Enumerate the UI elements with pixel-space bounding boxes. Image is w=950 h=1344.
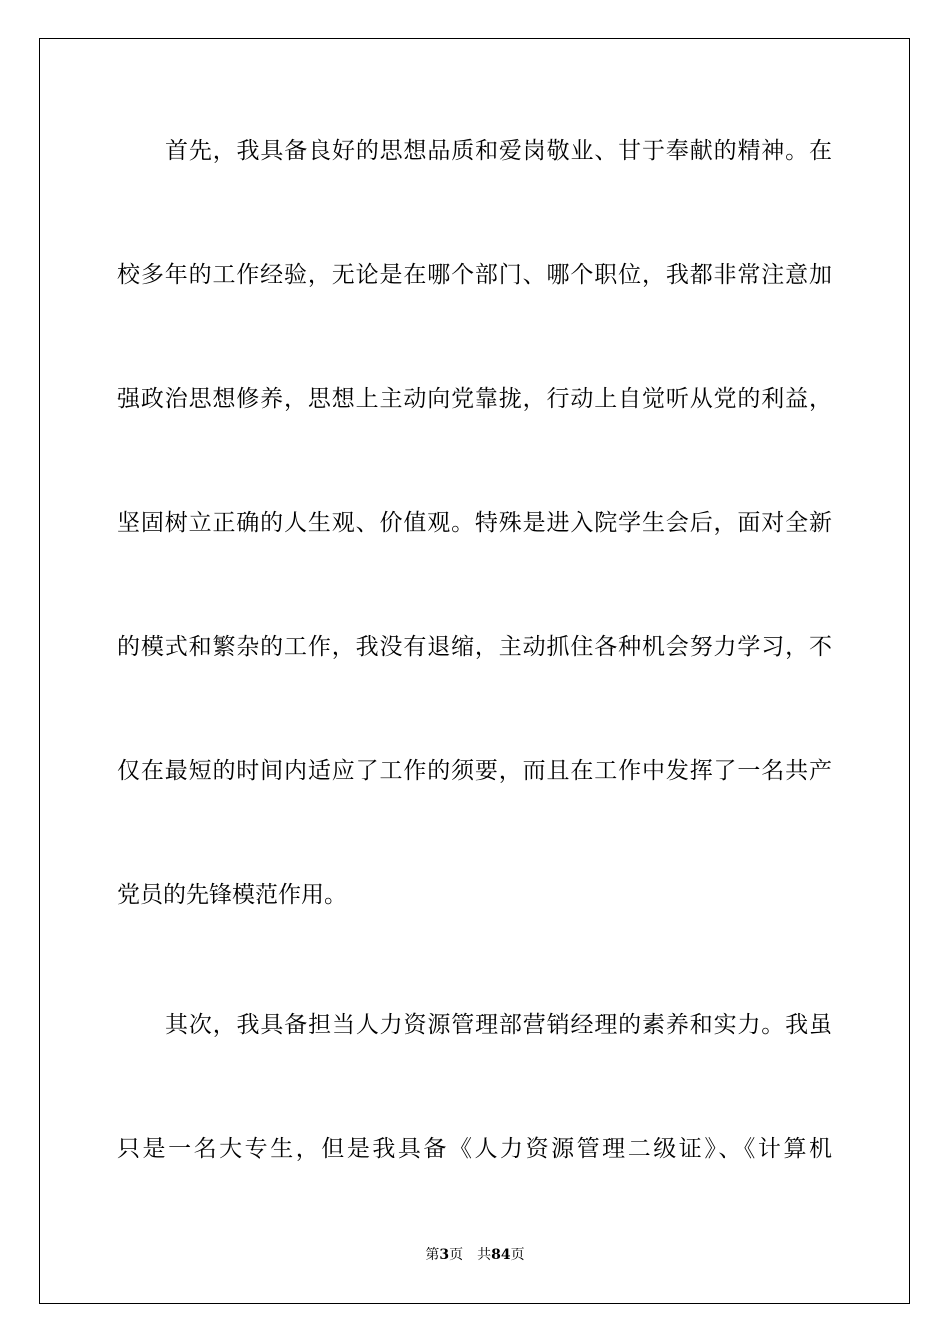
paragraph-1-line-3: 强政治思想修养，思想上主动向党靠拢，行动上自觉听从党的利益， (117, 386, 832, 412)
footer-page-number: 3 (439, 1247, 450, 1263)
paragraph-1-line-7: 党员的先锋模范作用。 (117, 882, 347, 908)
page-border (39, 38, 910, 1304)
paragraph-2-line-2: 只是一名大专生，但是我具备《人力资源管理二级证》、《计算机 (117, 1136, 832, 1162)
footer-total-pages: 84 (491, 1247, 511, 1263)
paragraph-2-line-1: 其次，我具备担当人力资源管理部营销经理的素养和实力。我虽 (165, 1012, 832, 1038)
footer-total-prefix: 共 (477, 1247, 492, 1263)
paragraph-1-line-6: 仅在最短的时间内适应了工作的须要，而且在工作中发挥了一名共产 (117, 758, 832, 784)
footer-page-prefix: 第 (425, 1247, 440, 1263)
footer-total-suffix: 页 (510, 1247, 525, 1263)
page-footer (0, 1246, 950, 1264)
paragraph-1-line-4: 坚固树立正确的人生观、价值观。特殊是进入院学生会后，面对全新 (117, 510, 832, 536)
footer-page-suffix: 页 (449, 1247, 464, 1263)
paragraph-1-line-2: 校多年的工作经验，无论是在哪个部门、哪个职位，我都非常注意加 (117, 262, 832, 288)
paragraph-1-line-1: 首先，我具备良好的思想品质和爱岗敬业、甘于奉献的精神。在 (165, 138, 832, 164)
paragraph-1-line-5: 的模式和繁杂的工作，我没有退缩，主动抓住各种机会努力学习，不 (117, 634, 832, 660)
